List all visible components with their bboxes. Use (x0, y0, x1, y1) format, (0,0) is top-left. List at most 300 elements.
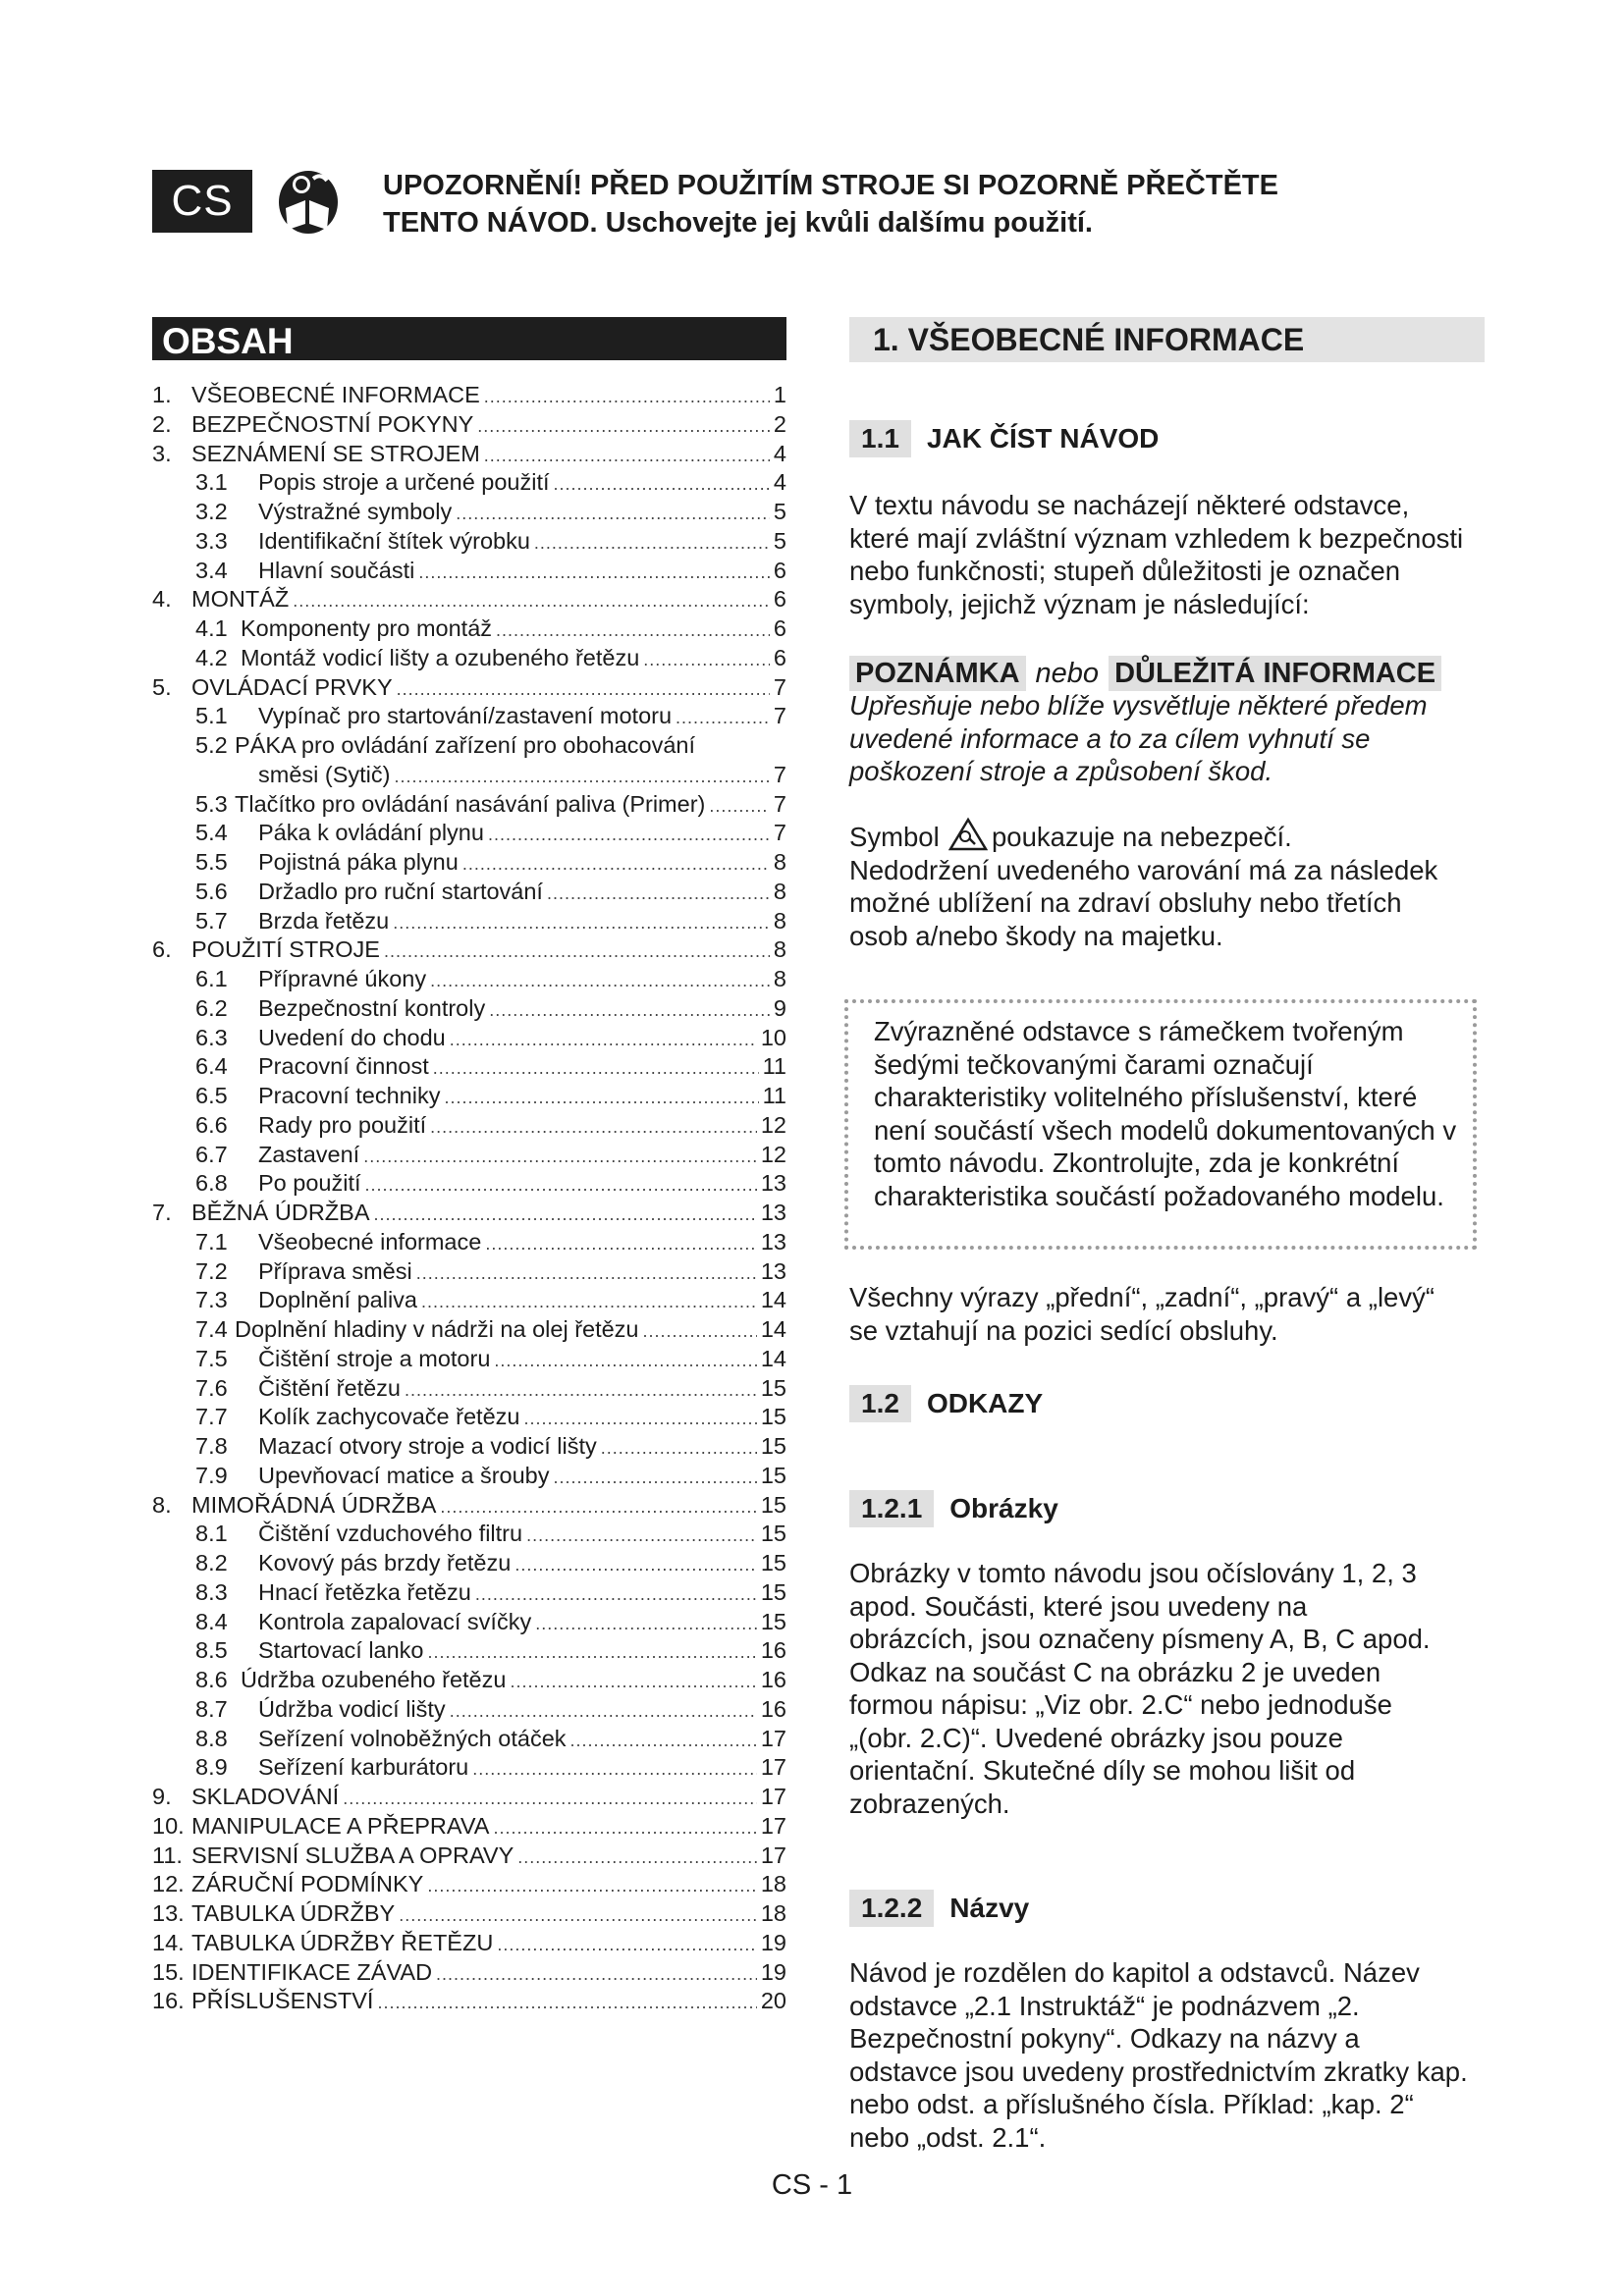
toc-entry-title: Pracovní činnost (258, 1053, 429, 1080)
toc-entry (152, 1725, 786, 1754)
toc-entry (152, 1695, 786, 1725)
toc-entry-page: 10 (760, 1024, 786, 1050)
toc-entry-title: Páka k ovládání plynu (258, 820, 484, 846)
toc-entry-page: 15 (760, 1462, 786, 1488)
subsection-title: ODKAZY (926, 1388, 1044, 1418)
toc-entry-page: 8 (773, 966, 786, 991)
toc-dot-leader (472, 1755, 757, 1785)
toc-entry (152, 1608, 786, 1637)
toc-dot-leader (436, 1960, 757, 1990)
toc-entry-number: 8.6 (195, 1667, 228, 1692)
toc-dot-leader (456, 500, 770, 529)
toc-entry-title: BĚŽNÁ ÚDRŽBA (191, 1200, 370, 1225)
toc-entry-number: 6.6 (195, 1111, 228, 1138)
warning-line-1: UPOZORNĚNÍ! PŘED POUŽITÍM STROJE SI POZORNĚ PŘEČTĚTE (383, 170, 1278, 201)
toc-entry-page: 11 (762, 1053, 786, 1080)
toc-dot-leader (484, 383, 770, 412)
toc-entry-number: 3. (152, 440, 172, 466)
important-tag: DŮLEŽITÁ INFORMACE (1109, 656, 1441, 691)
toc-entry-page: 7 (773, 703, 786, 729)
toc-entry (152, 1636, 786, 1666)
toc-dot-leader (374, 1201, 757, 1230)
toc-entry-title: Hnací řetězka řetězu (258, 1578, 471, 1605)
toc-entry-title: MIMOŘÁDNÁ ÚDRŽBA (191, 1491, 437, 1518)
toc-entry (152, 1520, 786, 1549)
toc-entry-title: Mazací otvory stroje a vodicí lišty (258, 1433, 597, 1459)
toc-entry-page: 7 (773, 820, 786, 846)
toc-entry-page: 12 (760, 1111, 786, 1138)
toc-entry (152, 848, 786, 878)
toc-entry-page: 6 (773, 586, 786, 613)
warning-heading (383, 167, 1365, 241)
warning-triangle-icon (948, 817, 988, 852)
toc-entry-number: 6.3 (195, 1024, 228, 1050)
toc-dot-leader (343, 1785, 757, 1814)
toc-entry-page: 13 (760, 1257, 786, 1284)
toc-entry-title: Vypínač pro startování/zastavení motoru (258, 703, 673, 729)
toc-heading: OBSAH (152, 317, 786, 360)
toc-entry-page: 15 (760, 1608, 786, 1634)
toc-dot-leader (643, 646, 770, 675)
toc-dot-leader (554, 470, 770, 500)
toc-entry-page: 13 (760, 1170, 786, 1197)
toc-entry (152, 585, 786, 614)
toc-entry-number: 5.7 (195, 907, 228, 934)
toc-dot-leader (418, 559, 770, 588)
toc-dot-leader (709, 792, 770, 822)
danger-symbol-after: poukazuje na nebezpečí. (991, 822, 1292, 852)
toc-dot-leader (534, 529, 770, 559)
subsection-heading-1-2-2 (849, 1890, 1029, 1927)
toc-entry (152, 527, 786, 557)
toc-dot-leader (421, 1288, 757, 1317)
toc-entry-title: Upevňovací matice a šrouby (258, 1462, 550, 1488)
toc-dot-leader (450, 1697, 757, 1727)
toc-dot-leader (497, 1931, 757, 1960)
toc-dot-leader (394, 763, 769, 792)
toc-entry-page: 7 (773, 673, 786, 700)
subsection-number: 1.1 (849, 420, 911, 457)
toc-dot-leader (365, 1171, 757, 1201)
toc-entry (152, 907, 786, 936)
toc-entry-title: Údržba vodicí lišty (258, 1695, 446, 1722)
subsection-number: 1.2.1 (849, 1490, 934, 1527)
table-of-contents (152, 381, 786, 2016)
toc-entry-title: Kolík zachycovače řetězu (258, 1404, 520, 1430)
toc-entry-number: 7.2 (195, 1257, 228, 1284)
toc-entry (152, 1141, 786, 1170)
toc-entry-page: 8 (773, 936, 786, 963)
danger-symbol-before: Symbol (849, 822, 940, 852)
toc-entry-title: SKLADOVÁNÍ (191, 1784, 340, 1809)
toc-entry-title: IDENTIFIKACE ZÁVAD (191, 1958, 433, 1985)
toc-entry (152, 1842, 786, 1871)
toc-entry-number: 5.6 (195, 878, 228, 904)
warning-line-2: TENTO NÁVOD. Uschovejte jej kvůli dalšímu použití. (383, 207, 1093, 239)
toc-dot-leader (601, 1434, 757, 1464)
toc-entry (152, 468, 786, 498)
toc-dot-leader (477, 412, 770, 442)
toc-entry-page: 8 (773, 849, 786, 875)
toc-entry-title: Výstražné symboly (258, 499, 453, 524)
toc-entry-page: 1 (773, 382, 786, 407)
toc-entry (152, 1345, 786, 1374)
toc-entry-number: 13. (152, 1900, 185, 1926)
toc-entry-title: Údržba ozubeného řetězu (241, 1667, 507, 1692)
note-paragraph: Upřesňuje nebo blíže vysvětluje některé předem uvedené informace a to za cílem vyhnutí se poškození stroje a způsobení škod. (849, 690, 1428, 786)
toc-entry-page: 16 (760, 1667, 786, 1692)
toc-entry-title: ZÁRUČNÍ PODMÍNKY (191, 1871, 424, 1897)
toc-entry-title: Tlačítko pro ovládání nasávání paliva (Primer) (235, 790, 706, 817)
toc-entry (152, 994, 786, 1024)
toc-entry-title: Všeobecné informace (258, 1228, 482, 1255)
toc-entry-page: 9 (773, 994, 786, 1021)
toc-entry (152, 1169, 786, 1199)
toc-entry-title: MONTÁŽ (191, 586, 290, 613)
toc-entry (152, 1403, 786, 1432)
toc-dot-leader (514, 1551, 757, 1580)
toc-dot-leader (433, 1054, 759, 1084)
toc-entry-number: 8.8 (195, 1725, 228, 1751)
toc-dot-leader (397, 675, 770, 705)
note-or: nebo (1035, 657, 1100, 689)
toc-entry-title: Uvedení do chodu (258, 1024, 446, 1050)
toc-entry-title: Čištění vzduchového filtru (258, 1521, 523, 1547)
toc-entry-number: 7.9 (195, 1462, 228, 1488)
toc-entry (152, 935, 786, 965)
toc-entry (152, 614, 786, 644)
toc-dot-leader (489, 996, 770, 1026)
names-paragraph: Návod je rozdělen do kapitol a odstavců. Název odstavce „2.1 Instruktáž“ je podnázvem „2. Bezpečnostní pokyny“. Odkazy na názvy a odstavce jsou uvedeny prostřednictvím zkratky kap. nebo odst. a příslušného čísla. Příklad: „kap. 2“ nebo „odst. 2.1“. (849, 1957, 1468, 2153)
section-heading: 1. VŠEOBECNÉ INFORMACE (849, 317, 1485, 362)
toc-entry-page: 18 (760, 1871, 786, 1897)
toc-entry-title: Popis stroje a určené použití (258, 469, 550, 496)
toc-dot-leader (430, 967, 770, 996)
toc-entry-title: Čištění řetězu (258, 1374, 401, 1401)
toc-entry-number: 7.6 (195, 1374, 228, 1401)
toc-dot-leader (493, 1814, 756, 1843)
toc-entry (152, 1432, 786, 1462)
toc-entry-page: 20 (760, 1988, 786, 2014)
toc-entry-number: 5.5 (195, 849, 228, 875)
toc-entry-number: 6.8 (195, 1170, 228, 1197)
toc-entry-page: 15 (760, 1550, 786, 1575)
toc-entry-number: 6.1 (195, 966, 228, 991)
toc-entry (152, 731, 786, 761)
toc-entry-page: 12 (760, 1141, 786, 1167)
toc-entry-page: 19 (760, 1929, 786, 1955)
toc-entry-page: 8 (773, 907, 786, 934)
toc-entry-title: Příprava směsi (258, 1257, 412, 1284)
toc-entry-page: 7 (773, 761, 786, 787)
toc-dot-leader (475, 1580, 757, 1610)
toc-entry-title: PŘÍSLUŠENSTVÍ (191, 1988, 374, 2014)
subsection-title: Obrázky (949, 1493, 1058, 1523)
toc-entry-title: Startovací lanko (258, 1637, 424, 1664)
toc-entry (152, 1199, 786, 1228)
toc-entry-number: 1. (152, 382, 172, 407)
toc-entry-title: MANIPULACE A PŘEPRAVA (191, 1812, 490, 1839)
toc-dot-leader (535, 1610, 757, 1639)
toc-dot-leader (384, 937, 770, 967)
toc-entry (152, 1228, 786, 1257)
toc-entry-title: TABULKA ÚDRŽBY (191, 1900, 396, 1926)
toc-dot-leader (405, 1376, 757, 1406)
subsection-heading-1-2 (849, 1385, 1043, 1422)
toc-dot-leader (554, 1464, 757, 1493)
position-paragraph: Všechny výrazy „přední“, „zadní“, „pravý“ a „levý“ se vztahují na pozici sedící obsluhy. (849, 1282, 1435, 1346)
toc-dot-leader (547, 880, 770, 909)
toc-dot-leader (485, 1230, 757, 1259)
toc-entry (152, 1111, 786, 1141)
toc-entry (152, 1987, 786, 2016)
toc-entry (152, 878, 786, 907)
toc-entry-number: 7.4 (195, 1316, 228, 1342)
toc-entry-number: 11. (152, 1842, 183, 1868)
toc-entry-title: Držadlo pro ruční startování (258, 878, 543, 904)
toc-dot-leader (517, 1843, 757, 1873)
subsection-number: 1.2 (849, 1385, 911, 1422)
toc-entry (152, 702, 786, 731)
toc-entry-number: 6.2 (195, 994, 228, 1021)
toc-entry-page: 17 (760, 1784, 786, 1809)
toc-entry (152, 1666, 786, 1695)
toc-entry-number: 7.1 (195, 1228, 228, 1255)
toc-entry-number: 7.5 (195, 1345, 228, 1371)
toc-entry-page: 6 (773, 644, 786, 670)
toc-entry-title: Montáž vodicí lišty a ozubeného řetězu (241, 644, 640, 670)
subsection-title: Názvy (949, 1893, 1030, 1923)
toc-entry-title: VŠEOBECNÉ INFORMACE (191, 382, 480, 407)
toc-entry (152, 1286, 786, 1315)
toc-entry-number: 8.2 (195, 1550, 228, 1575)
toc-entry-title: směsi (Sytič) (258, 761, 391, 787)
toc-dot-leader (377, 1989, 756, 2018)
toc-entry-page: 2 (773, 410, 786, 437)
toc-entry-number: 7. (152, 1200, 172, 1225)
subsection-number: 1.2.2 (849, 1890, 934, 1927)
read-manual-icon (276, 165, 341, 236)
toc-entry-number: 10. (152, 1812, 185, 1839)
toc-dot-leader (428, 1638, 757, 1668)
toc-dot-leader (510, 1668, 756, 1697)
toc-entry-number: 8.5 (195, 1637, 228, 1664)
toc-entry-number: 2. (152, 410, 172, 437)
toc-entry-title: Přípravné úkony (258, 966, 427, 991)
toc-dot-leader (399, 1901, 757, 1931)
toc-entry (152, 1024, 786, 1053)
toc-entry-page: 18 (760, 1900, 786, 1926)
toc-entry-title: Po použití (258, 1170, 361, 1197)
danger-text: Nedodržení uvedeného varování má za následek možné ublížení na zdraví obsluhy nebo třetích osob a/nebo škody na majetku. (849, 854, 1438, 951)
toc-entry-number: 5.1 (195, 703, 228, 729)
toc-entry-page: 8 (773, 878, 786, 904)
subsection-heading-1-1 (849, 420, 1159, 457)
toc-entry-number: 6.4 (195, 1053, 228, 1080)
toc-entry-page: 19 (760, 1958, 786, 1985)
figures-paragraph: Obrázky v tomto návodu jsou očíslovány 1, 2, 3 apod. Součásti, které jsou uvedeny na obrázcích, jsou označeny písmeny A, B, C apod. Odkaz na součást C na obrázku 2 je uveden formou nápisu: „Viz obr. 2.C“ nebo jednoduše „(obr. 2.C)“. Uvedené obrázky jsou pouze orientační. Skutečné díly se mohou lišit od zobrazených. (849, 1558, 1431, 1819)
toc-entry-page: 15 (760, 1374, 786, 1401)
toc-entry-title: Zastavení (258, 1141, 360, 1167)
toc-entry-page: 15 (760, 1491, 786, 1518)
toc-entry-title: OVLÁDACÍ PRVKY (191, 673, 393, 700)
toc-entry-page: 15 (760, 1404, 786, 1430)
toc-entry-page: 17 (760, 1812, 786, 1839)
toc-entry-number: 3.4 (195, 557, 228, 583)
toc-entry-number: 3.1 (195, 469, 228, 496)
toc-entry-page: 16 (760, 1695, 786, 1722)
toc-entry-title: Brzda řetězu (258, 907, 390, 934)
toc-entry-page: 14 (760, 1287, 786, 1313)
toc-entry-page: 13 (760, 1228, 786, 1255)
toc-dot-leader (444, 1084, 758, 1113)
toc-dot-leader (676, 704, 770, 733)
toc-entry-title: Komponenty pro montáž (241, 615, 493, 641)
toc-entry-title: TABULKA ÚDRŽBY ŘETĚZU (191, 1929, 494, 1955)
toc-entry-page: 14 (760, 1345, 786, 1371)
subsection-title: JAK ČÍST NÁVOD (926, 423, 1160, 454)
toc-entry (152, 1315, 786, 1345)
toc-entry-number: 3.2 (195, 499, 228, 524)
toc-entry (152, 1783, 786, 1812)
toc-entry-page: 14 (760, 1316, 786, 1342)
toc-entry-number: 7.3 (195, 1287, 228, 1313)
toc-entry-page: 5 (773, 527, 786, 554)
toc-dot-leader (643, 1317, 757, 1347)
toc-entry-number: 5. (152, 673, 172, 700)
toc-entry (152, 1491, 786, 1521)
toc-entry-number: 9. (152, 1784, 172, 1809)
toc-entry-title: POUŽITÍ STROJE (191, 936, 380, 963)
toc-entry-number: 8.7 (195, 1695, 228, 1722)
toc-entry (152, 819, 786, 848)
toc-entry (152, 1257, 786, 1287)
toc-entry (152, 965, 786, 994)
toc-entry (152, 761, 786, 790)
toc-entry-number: 12. (152, 1871, 185, 1897)
toc-entry-number: 7.7 (195, 1404, 228, 1430)
toc-entry-page: 17 (760, 1842, 786, 1868)
optional-accessory-box (844, 999, 1477, 1250)
toc-entry-title: Kovový pás brzdy řetězu (258, 1550, 512, 1575)
language-badge: CS (152, 170, 252, 233)
toc-dot-leader (494, 1347, 756, 1376)
toc-entry-title: Kontrola zapalovací svíčky (258, 1608, 532, 1634)
toc-entry-number: 6. (152, 936, 172, 963)
toc-entry (152, 1578, 786, 1608)
note-label (849, 656, 1441, 691)
toc-entry-number: 8.9 (195, 1754, 228, 1781)
toc-entry-page: 11 (762, 1083, 786, 1108)
toc-entry-number: 4. (152, 586, 172, 613)
toc-entry-title: Rady pro použití (258, 1111, 427, 1138)
toc-dot-leader (450, 1026, 757, 1055)
toc-dot-leader (363, 1143, 757, 1172)
toc-entry (152, 1899, 786, 1929)
toc-dot-leader (484, 442, 770, 471)
toc-entry-title: Pracovní techniky (258, 1083, 441, 1108)
toc-dot-leader (570, 1727, 757, 1756)
toc-dot-leader (427, 1872, 757, 1901)
toc-entry-title: SEZNÁMENÍ SE STROJEM (191, 440, 480, 466)
danger-paragraph (849, 817, 1458, 952)
toc-entry-page: 4 (773, 440, 786, 466)
toc-entry-page: 15 (760, 1578, 786, 1605)
toc-entry (152, 1870, 786, 1899)
toc-entry-number: 4.1 (195, 615, 228, 641)
toc-dot-leader (462, 850, 770, 880)
toc-dot-leader (393, 909, 770, 938)
toc-entry-number: 14. (152, 1929, 185, 1955)
toc-entry-number: 6.7 (195, 1141, 228, 1167)
toc-entry (152, 1462, 786, 1491)
toc-dot-leader (416, 1259, 757, 1289)
toc-entry-title: Čištění stroje a motoru (258, 1345, 491, 1371)
toc-entry (152, 1753, 786, 1783)
toc-entry-title: Bezpečnostní kontroly (258, 994, 486, 1021)
toc-entry-page: 15 (760, 1433, 786, 1459)
toc-entry-number: 5.2 (195, 732, 228, 758)
toc-entry-page: 17 (760, 1725, 786, 1751)
toc-entry-page: 6 (773, 557, 786, 583)
toc-entry-title: PÁKA pro ovládání zařízení pro obohacování (235, 732, 696, 758)
toc-entry (152, 1929, 786, 1958)
toc-entry (152, 644, 786, 673)
toc-entry-number: 4.2 (195, 644, 228, 670)
toc-entry-number: 6.5 (195, 1083, 228, 1108)
toc-entry (152, 557, 786, 586)
toc-entry-number: 3.3 (195, 527, 228, 554)
toc-entry-number: 15. (152, 1958, 185, 1985)
toc-dot-leader (440, 1493, 756, 1522)
toc-entry-title: Doplnění hladiny v nádrži na olej řetězu (235, 1316, 639, 1342)
toc-entry-title: BEZPEČNOSTNÍ POKYNY (191, 410, 474, 437)
toc-entry-title: Pojistná páka plynu (258, 849, 459, 875)
toc-entry-number: 5.4 (195, 820, 228, 846)
toc-entry-number: 8. (152, 1491, 172, 1518)
toc-entry-page: 5 (773, 499, 786, 524)
toc-entry-title: Identifikační štítek výrobku (258, 527, 530, 554)
toc-entry-page: 7 (773, 790, 786, 817)
toc-entry-page: 16 (760, 1637, 786, 1664)
toc-entry (152, 1052, 786, 1082)
toc-dot-leader (496, 616, 770, 646)
toc-entry-number: 8.1 (195, 1521, 228, 1547)
toc-entry-page: 4 (773, 469, 786, 496)
toc-entry-title: Hlavní součásti (258, 557, 415, 583)
toc-entry (152, 1549, 786, 1578)
toc-entry (152, 381, 786, 410)
toc-dot-leader (488, 821, 770, 850)
toc-entry (152, 1812, 786, 1842)
toc-dot-leader (526, 1522, 757, 1551)
subsection-heading-1-2-1 (849, 1490, 1058, 1527)
toc-entry-title: Doplnění paliva (258, 1287, 417, 1313)
toc-entry-number: 5.3 (195, 790, 228, 817)
toc-entry (152, 1958, 786, 1988)
toc-dot-leader (293, 587, 770, 616)
toc-entry-title: Seřízení volnoběžných otáček (258, 1725, 567, 1751)
toc-entry-page: 6 (773, 615, 786, 641)
toc-entry (152, 790, 786, 820)
toc-entry (152, 1082, 786, 1111)
toc-entry-title: SERVISNÍ SLUŽBA A OPRAVY (191, 1842, 514, 1868)
toc-entry-number: 16. (152, 1988, 185, 2014)
toc-dot-leader (523, 1405, 756, 1434)
toc-entry (152, 1374, 786, 1404)
intro-paragraph: V textu návodu se nacházejí některé odstavce, které mají zvláštní význam vzhledem k bezpečnosti nebo funkčnosti; stupeň důležitosti je označen symboly, jejichž význam je následující: (849, 490, 1464, 619)
toc-entry (152, 498, 786, 527)
